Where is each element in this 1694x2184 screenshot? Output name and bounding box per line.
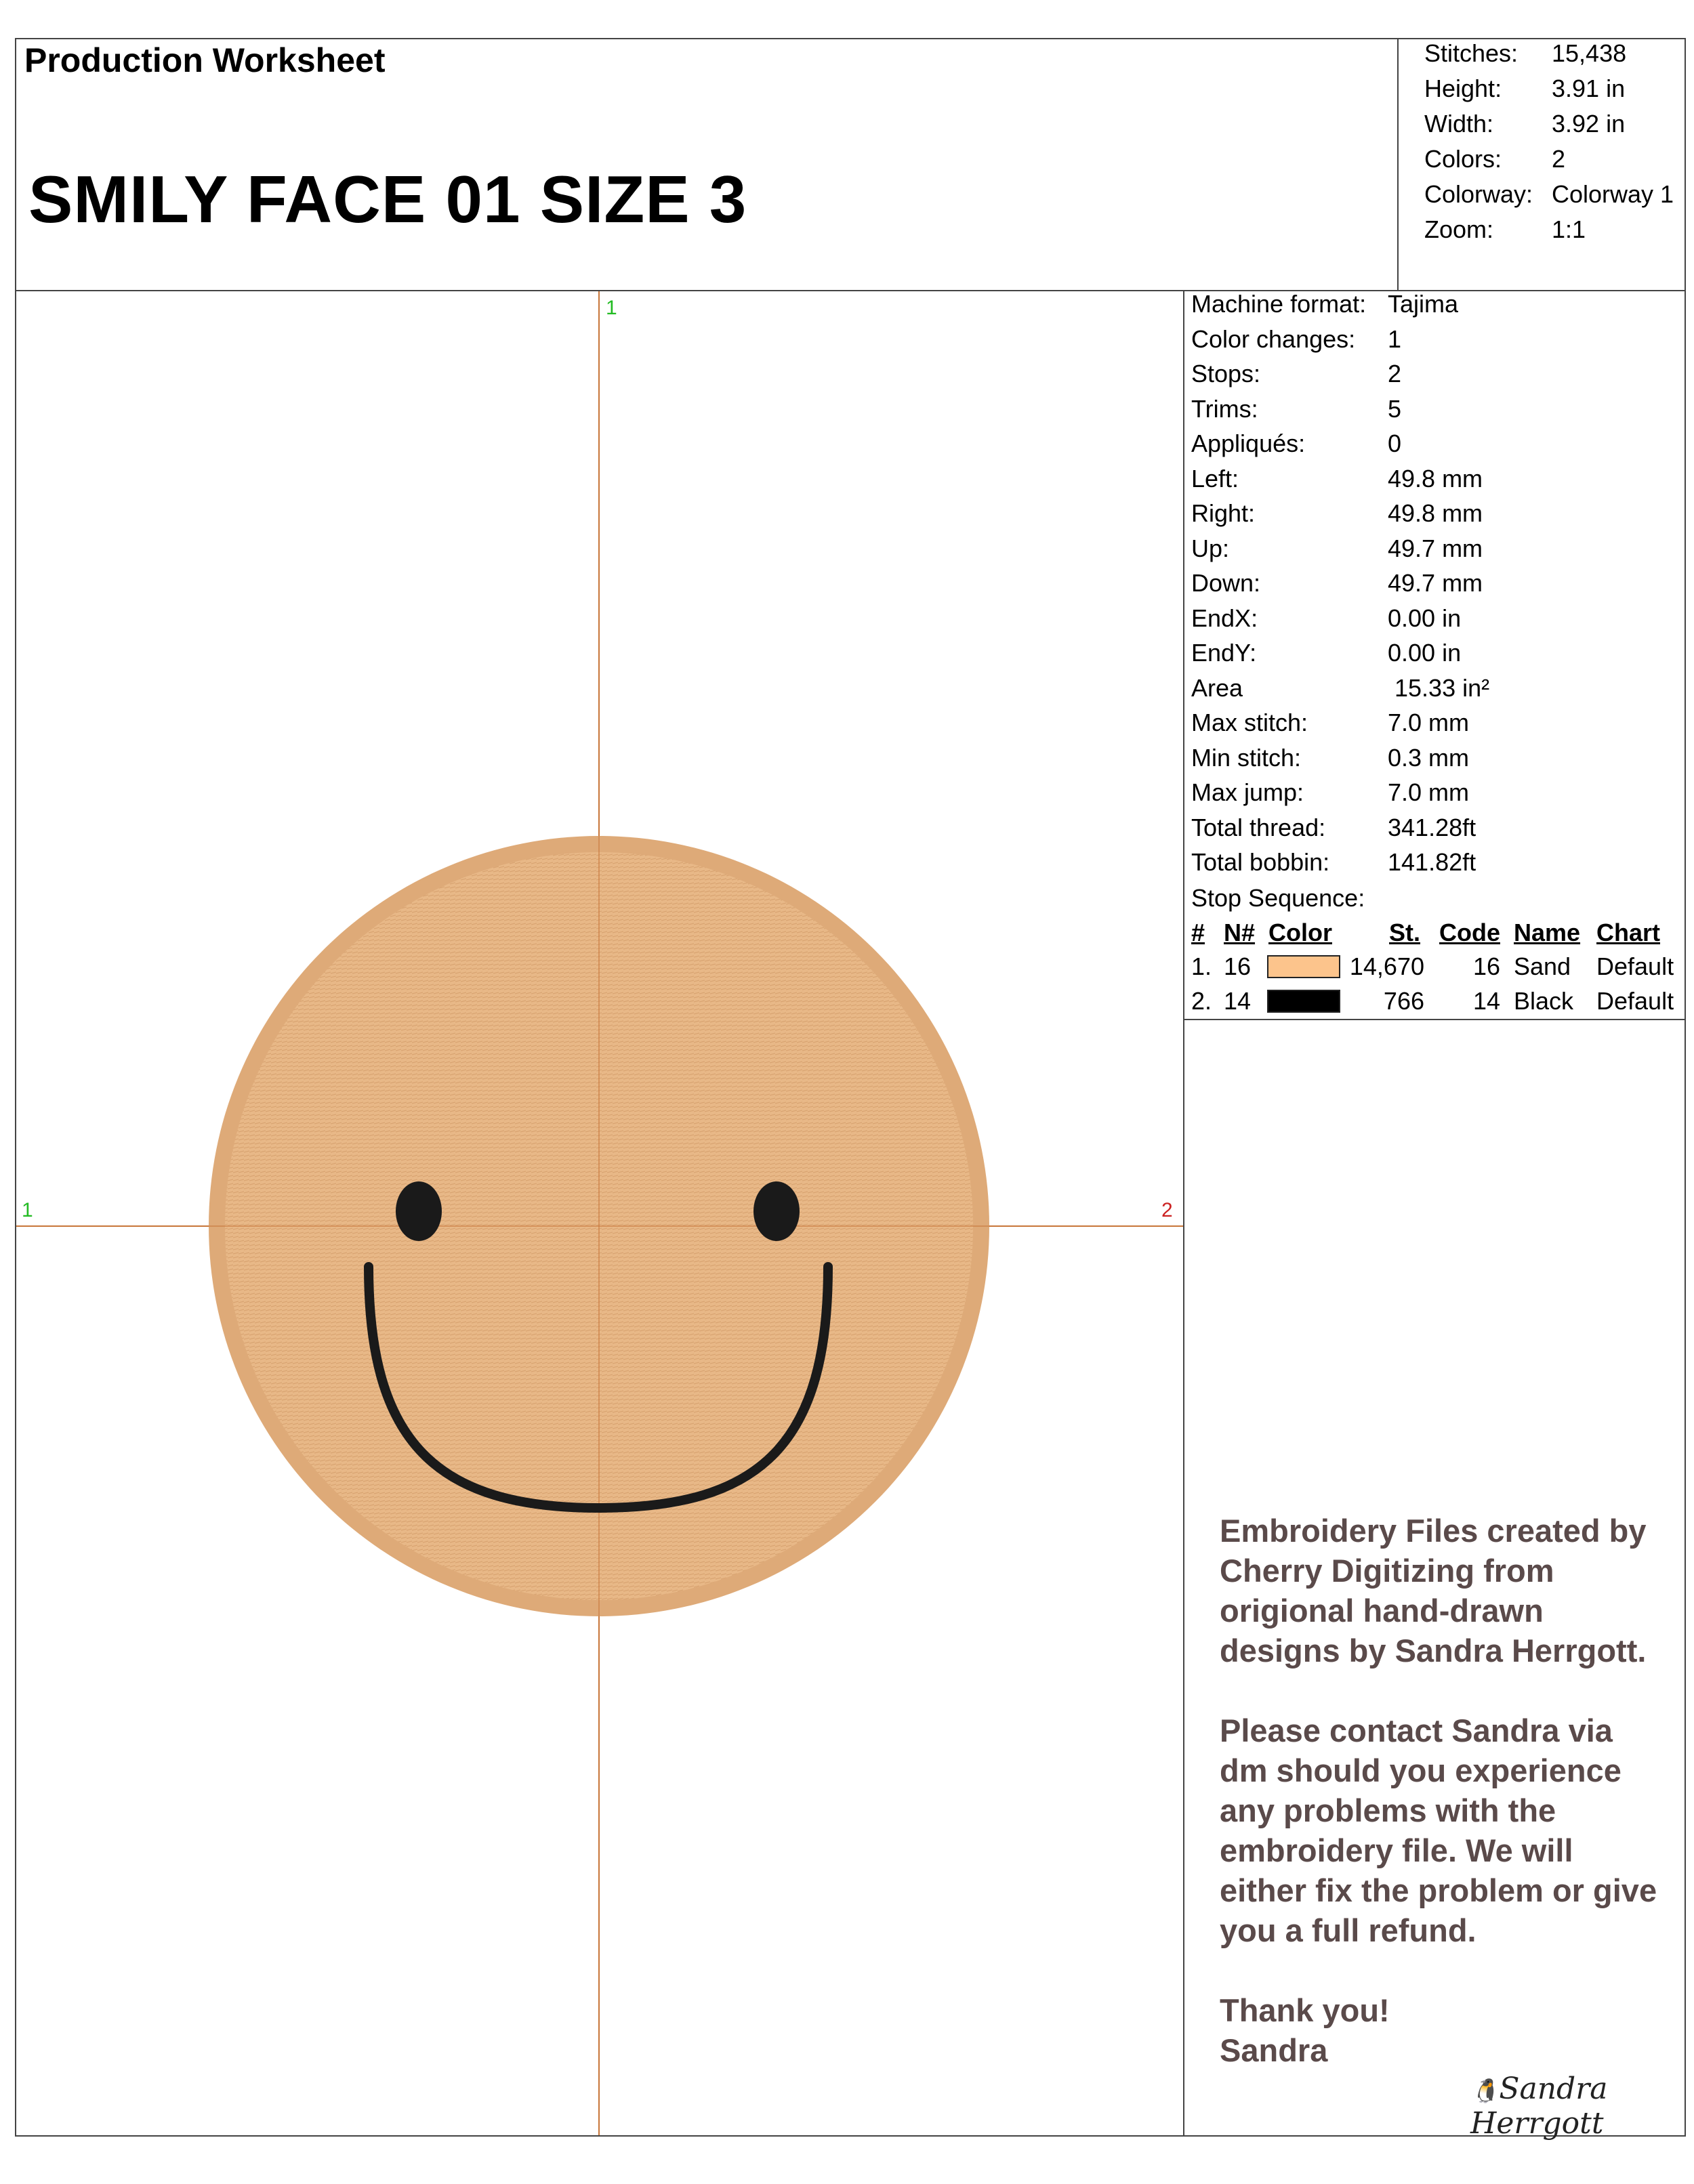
seq-cell-chart: Default xyxy=(1596,952,1674,980)
stat-label: Height: xyxy=(1424,75,1502,102)
machine-stat-label: EndX: xyxy=(1191,604,1258,632)
marker-right: 2 xyxy=(1161,1199,1173,1221)
seq-cell-name: Black xyxy=(1514,987,1574,1015)
machine-stat-label: Min stitch: xyxy=(1191,743,1302,772)
stat-value: Colorway 1 xyxy=(1552,180,1674,208)
col-header-color: Color xyxy=(1268,919,1332,946)
design-preview xyxy=(16,291,1183,2135)
machine-stat-label: Up: xyxy=(1191,534,1230,562)
machine-stat-label: Left: xyxy=(1191,464,1239,492)
stat-label: Zoom: xyxy=(1424,215,1494,243)
message-paragraph-1: Embroidery Files created by Cherry Digitizing from origional hand-drawn designs by Sandra Herrgott. xyxy=(1220,1513,1647,1668)
machine-stat-label: Machine format: xyxy=(1191,290,1367,318)
machine-stat-value: 2 xyxy=(1388,360,1402,387)
machine-stat-value: 49.8 mm xyxy=(1388,499,1483,527)
signature-text: Sandra Herrgott xyxy=(1470,2072,1608,2141)
seq-cell-num: 1. xyxy=(1191,952,1212,980)
stat-label: Stitches: xyxy=(1424,39,1519,67)
machine-stat-value: 0.3 mm xyxy=(1388,743,1470,772)
col-header-chart: Chart xyxy=(1596,919,1661,946)
stat-value: 3.92 in xyxy=(1552,110,1626,138)
message-paragraph-2: Please contact Sandra via dm should you experience any problems with the embroidery file. We will either fix the problem or give you a full refund. xyxy=(1220,1713,1657,1948)
machine-stat-label: Appliqués: xyxy=(1191,429,1306,457)
col-header-name: Name xyxy=(1514,919,1581,946)
header-separator xyxy=(1397,38,1399,291)
machine-stat-value: 1 xyxy=(1388,324,1402,353)
col-header-num: # xyxy=(1191,919,1205,946)
machine-stat-value: 15.33 in² xyxy=(1388,673,1490,702)
machine-stat-label: Max jump: xyxy=(1191,778,1304,806)
penguin-icon: 🐧 xyxy=(1470,2078,1500,2105)
stat-label: Colorway: xyxy=(1424,180,1533,208)
machine-stat-label: Total bobbin: xyxy=(1191,848,1330,876)
machine-stat-value: 341.28ft xyxy=(1388,813,1476,841)
left-eye xyxy=(396,1181,442,1241)
message-paragraph-3 xyxy=(1220,1990,1667,2070)
machine-stat-label: EndY: xyxy=(1191,639,1257,667)
stat-value: 2 xyxy=(1552,145,1566,173)
seq-cell-name: Sand xyxy=(1514,952,1571,980)
color-swatch xyxy=(1267,955,1340,978)
machine-stat-value: 49.7 mm xyxy=(1388,534,1483,562)
designer-message xyxy=(1220,1511,1667,2070)
thank-you-line: Thank you! xyxy=(1220,1992,1390,2028)
stat-value: 3.91 in xyxy=(1552,75,1626,102)
machine-stat-label: Right: xyxy=(1191,499,1256,527)
sender-name: Sandra xyxy=(1220,2032,1328,2068)
seq-cell-code: 16 xyxy=(1472,952,1500,980)
signature-logo xyxy=(1470,2072,1694,2141)
machine-stat-value: 0.00 in xyxy=(1388,604,1462,632)
col-header-stitches: St. xyxy=(1389,919,1421,946)
seq-cell-stitches: 766 xyxy=(1383,987,1424,1015)
marker-top: 1 xyxy=(606,297,617,319)
seq-cell-chart: Default xyxy=(1596,987,1674,1015)
seq-cell-needle: 16 xyxy=(1224,952,1252,980)
machine-stat-value: 49.8 mm xyxy=(1388,464,1483,492)
machine-stat-label: Down: xyxy=(1191,569,1261,597)
stop-sequence-label: Stop Sequence: xyxy=(1191,884,1365,912)
machine-stat-value: 5 xyxy=(1388,394,1402,423)
machine-stat-value: 7.0 mm xyxy=(1388,778,1470,806)
stat-value: 15,438 xyxy=(1552,39,1627,67)
machine-stat-label: Color changes: xyxy=(1191,324,1356,353)
sheet-title: Production Worksheet xyxy=(24,41,386,79)
color-swatch xyxy=(1267,990,1340,1013)
stat-value: 1:1 xyxy=(1552,215,1586,243)
seq-cell-num: 2. xyxy=(1191,987,1212,1015)
machine-stat-value: 7.0 mm xyxy=(1388,709,1470,736)
seq-cell-stitches: 14,670 xyxy=(1349,952,1424,980)
footer-cut-text xyxy=(0,2165,1694,2180)
machine-stat-value: 141.82ft xyxy=(1388,848,1476,876)
design-name: SMILY FACE 01 SIZE 3 xyxy=(28,162,747,236)
stat-label: Colors: xyxy=(1424,145,1502,173)
machine-stat-label: Stops: xyxy=(1191,360,1261,387)
machine-stat-value: 0 xyxy=(1388,429,1402,457)
machine-stat-label: Area xyxy=(1191,673,1243,702)
machine-stat-value: 0.00 in xyxy=(1388,639,1462,667)
marker-left: 1 xyxy=(22,1199,33,1221)
seq-cell-code: 14 xyxy=(1472,987,1500,1015)
machine-stat-label: Total thread: xyxy=(1191,813,1326,841)
machine-stat-label: Trims: xyxy=(1191,394,1258,423)
seq-cell-needle: 14 xyxy=(1224,987,1252,1015)
stat-label: Width: xyxy=(1424,110,1494,138)
machine-stat-value: 49.7 mm xyxy=(1388,569,1483,597)
col-header-needle: N# xyxy=(1224,919,1256,946)
right-eye xyxy=(753,1181,800,1241)
col-header-code: Code xyxy=(1439,919,1500,946)
machine-stat-label: Max stitch: xyxy=(1191,709,1308,736)
machine-stat-value: Tajima xyxy=(1388,290,1459,318)
